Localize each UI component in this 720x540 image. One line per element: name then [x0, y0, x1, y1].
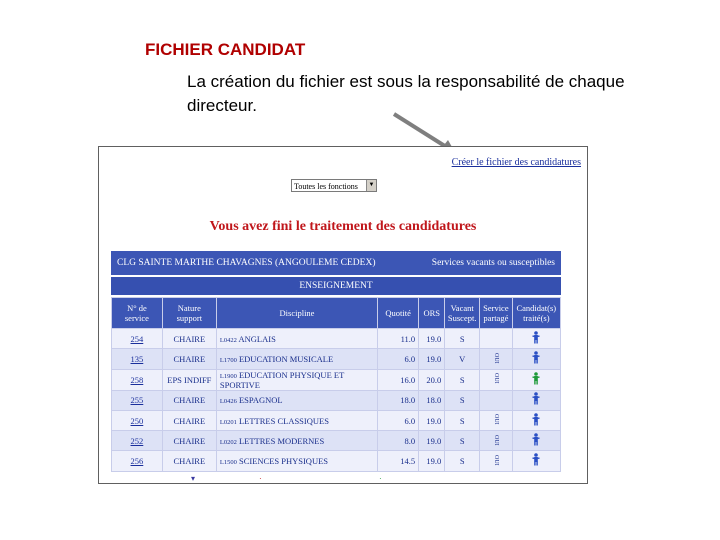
discipline-cell	[216, 349, 377, 369]
ors-cell: 18.0	[419, 390, 445, 410]
nature-cell: CHAIRE	[162, 431, 216, 451]
col-header-candidats: Candidat(s) traité(s)	[512, 298, 560, 329]
service-number-cell[interactable]	[112, 410, 163, 430]
fragment-mark: ·	[379, 474, 382, 483]
discipline-name: ANGLAIS	[238, 333, 276, 344]
partage-value: OUI	[492, 373, 499, 384]
nature-cell: CHAIRE	[162, 410, 216, 430]
fragment-mark: ·	[259, 474, 262, 483]
service-number-cell[interactable]	[112, 390, 163, 410]
discipline-name: SCIENCES PHYSIQUES	[238, 456, 328, 467]
screenshot-panel	[98, 146, 588, 484]
partage-cell	[480, 410, 513, 430]
partage-cell	[480, 451, 513, 471]
discipline-code: L0422	[219, 336, 237, 344]
ors-cell: 19.0	[419, 410, 445, 430]
quotite-cell: 14.5	[378, 451, 419, 471]
table-header-row	[112, 298, 561, 329]
quotite-cell: 18.0	[378, 390, 419, 410]
discipline-code: L0201	[219, 418, 237, 426]
service-number-link[interactable]: 255	[130, 395, 144, 406]
section-header-bar: ENSEIGNEMENT	[111, 277, 561, 295]
discipline-cell	[216, 451, 377, 471]
quotite-cell: 6.0	[378, 410, 419, 430]
cut-off-row-fragments	[99, 474, 587, 483]
service-number-link[interactable]: 254	[130, 333, 144, 344]
nature-cell: CHAIRE	[162, 349, 216, 369]
discipline-name: EDUCATION MUSICALE	[238, 353, 334, 364]
col-header-discipline: Discipline	[216, 298, 377, 329]
discipline-name: LETTRES CLASSIQUES	[238, 415, 329, 426]
service-number-cell[interactable]	[112, 349, 163, 369]
ors-cell: 19.0	[419, 349, 445, 369]
services-table	[111, 297, 561, 472]
nature-cell: EPS INDIFF	[162, 369, 216, 390]
discipline-code: L1700	[219, 356, 237, 364]
candidate-person-icon[interactable]	[532, 396, 540, 408]
vacant-cell: S	[445, 431, 480, 451]
candidate-cell[interactable]	[512, 369, 560, 390]
discipline-code: L0202	[219, 438, 237, 446]
candidate-person-icon[interactable]	[532, 417, 540, 429]
slide-heading: FICHIER CANDIDAT	[145, 40, 306, 59]
candidate-person-icon[interactable]	[532, 335, 540, 347]
create-candidate-file-link[interactable]: Créer le fichier des candidatures	[451, 157, 581, 168]
col-header-nature-support: Nature support	[162, 298, 216, 329]
service-number-link[interactable]: 252	[130, 435, 144, 446]
service-number-cell[interactable]	[112, 369, 163, 390]
slide-subtext: La création du fichier est sous la responsabilité de chaque directeur.	[187, 72, 625, 115]
col-header-service-partage: Service partagé	[480, 298, 513, 329]
table-row	[112, 329, 561, 349]
quotite-cell: 16.0	[378, 369, 419, 390]
candidate-person-icon[interactable]	[532, 457, 540, 469]
col-header-ors: ORS	[419, 298, 445, 329]
fragment-mark: ▾	[191, 474, 196, 483]
ors-cell: 19.0	[419, 431, 445, 451]
partage-cell	[480, 369, 513, 390]
table-row	[112, 369, 561, 390]
vacant-cell: S	[445, 451, 480, 471]
candidate-person-icon[interactable]	[532, 355, 540, 367]
table-row	[112, 451, 561, 471]
col-header-vacant: Vacant Suscept.	[445, 298, 480, 329]
discipline-cell	[216, 390, 377, 410]
service-number-link[interactable]: 250	[130, 415, 144, 426]
candidate-cell[interactable]	[512, 451, 560, 471]
services-label: Services vacants ou susceptibles	[431, 258, 555, 268]
table-row	[112, 431, 561, 451]
service-number-cell[interactable]	[112, 451, 163, 471]
partage-value: OUI	[492, 434, 499, 446]
candidate-cell[interactable]	[512, 329, 560, 349]
completion-message: Vous avez fini le traitement des candidatures	[209, 219, 477, 234]
discipline-name: EDUCATION PHYSIQUE ET SPORTIVE	[219, 369, 345, 390]
col-header-service-number: N° de service	[112, 298, 163, 329]
vacant-cell: V	[445, 349, 480, 369]
partage-value: OUI	[492, 454, 499, 466]
function-filter-select[interactable]	[291, 179, 377, 192]
quotite-cell: 8.0	[378, 431, 419, 451]
candidate-cell[interactable]	[512, 390, 560, 410]
quotite-cell: 11.0	[378, 329, 419, 349]
candidate-cell[interactable]	[512, 349, 560, 369]
quotite-cell: 6.0	[378, 349, 419, 369]
partage-value: OUI	[492, 414, 499, 425]
discipline-code: L1500	[219, 459, 237, 467]
school-name: CLG SAINTE MARTHE CHAVAGNES (ANGOULEME CEDEX)	[117, 258, 376, 268]
col-header-quotite: Quotité	[378, 298, 419, 329]
service-number-link[interactable]: 135	[130, 353, 144, 364]
ors-cell: 19.0	[419, 451, 445, 471]
partage-cell	[480, 329, 513, 349]
partage-cell	[480, 390, 513, 410]
discipline-name: ESPAGNOL	[238, 395, 283, 406]
table-row	[112, 410, 561, 430]
vacant-cell: S	[445, 329, 480, 349]
candidate-person-icon[interactable]	[532, 376, 540, 388]
discipline-cell	[216, 410, 377, 430]
service-number-cell[interactable]	[112, 329, 163, 349]
discipline-name: LETTRES MODERNES	[238, 435, 325, 446]
table-row	[112, 390, 561, 410]
discipline-code: L0426	[219, 398, 237, 406]
dropdown-arrow-icon[interactable]: ▼	[366, 180, 376, 191]
discipline-code: L1900	[219, 372, 237, 380]
vacant-cell: S	[445, 410, 480, 430]
candidate-cell[interactable]	[512, 410, 560, 430]
nature-cell: CHAIRE	[162, 390, 216, 410]
ors-cell: 20.0	[419, 369, 445, 390]
candidate-cell[interactable]	[512, 431, 560, 451]
filter-selected-value: Toutes les fonctions	[294, 182, 358, 191]
service-number-link[interactable]: 258	[130, 374, 144, 385]
candidate-person-icon[interactable]	[532, 437, 540, 449]
school-header-bar	[111, 251, 561, 275]
discipline-cell	[216, 369, 377, 390]
nature-cell: CHAIRE	[162, 329, 216, 349]
partage-value: OUI	[492, 352, 499, 364]
table-row	[112, 349, 561, 369]
service-number-cell[interactable]	[112, 431, 163, 451]
vacant-cell: S	[445, 369, 480, 390]
discipline-cell	[216, 329, 377, 349]
ors-cell: 19.0	[419, 329, 445, 349]
partage-cell	[480, 431, 513, 451]
service-number-link[interactable]: 256	[130, 456, 144, 467]
partage-cell	[480, 349, 513, 369]
nature-cell: CHAIRE	[162, 451, 216, 471]
vacant-cell: S	[445, 390, 480, 410]
discipline-cell	[216, 431, 377, 451]
